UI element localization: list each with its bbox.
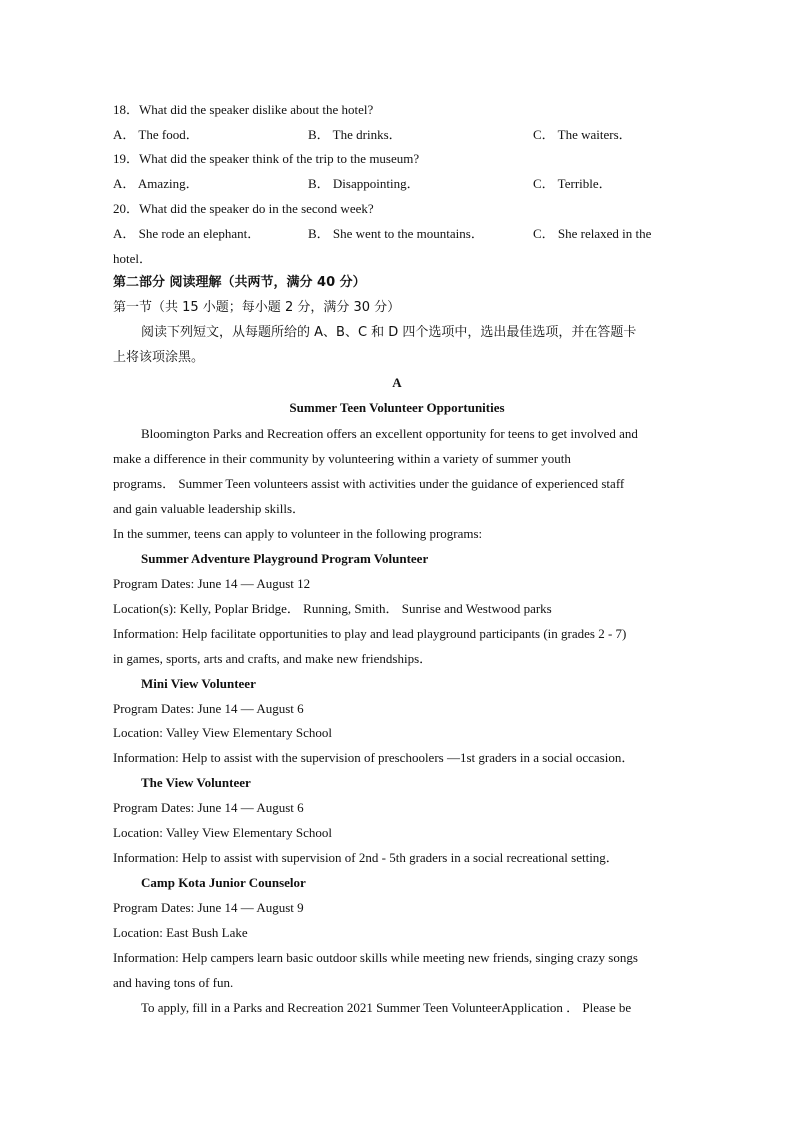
program-name: Camp Kota Junior Counselor bbox=[141, 875, 306, 890]
program-name: Summer Adventure Playground Program Volunteer bbox=[141, 551, 429, 566]
intro-line-2: make a difference in their community by volunteering within a variety of summer youth bbox=[113, 451, 571, 466]
intro-line-3: programs． Summer Teen volunteers assist with activities under the guidance of experienced staff bbox=[113, 476, 625, 491]
program-info: Information: Help facilitate opportunities to play and lead playground participants (in grades 2 - 7) bbox=[113, 626, 627, 641]
passage-letter: A bbox=[392, 375, 402, 390]
q20-option-b: B． She went to the mountains． bbox=[308, 226, 484, 241]
program-location: Location: Valley View Elementary School bbox=[113, 825, 332, 840]
program-info: Information: Help to assist with the supervision of preschoolers —1st graders in a social occasion． bbox=[113, 750, 635, 765]
program-location: Location: East Bush Lake bbox=[113, 925, 248, 940]
program-location: Location(s): Kelly, Poplar Bridge． Running, Smith． Sunrise and Westwood parks bbox=[113, 601, 552, 616]
q18-option-a: A． The food． bbox=[113, 127, 199, 142]
lead-text: In the summer, teens can apply to volunteer in the following programs: bbox=[113, 526, 483, 541]
question-20: 20．What did the speaker do in the second week? bbox=[113, 201, 374, 216]
q19-option-a: A． Amazing． bbox=[113, 176, 199, 191]
q20-option-c: C． She relaxed in the bbox=[533, 226, 652, 241]
q19-option-c: C． Terrible． bbox=[533, 176, 612, 191]
instruction-line-2: 上将该项涂黑。 bbox=[113, 350, 205, 365]
program-info-continued: and having tons of fun. bbox=[113, 975, 234, 990]
program-name: Mini View Volunteer bbox=[141, 676, 256, 691]
program-info: Information: Help to assist with supervision of 2nd - 5th graders in a social recreational setting． bbox=[113, 850, 619, 865]
passage-title: Summer Teen Volunteer Opportunities bbox=[289, 400, 505, 415]
program-location: Location: Valley View Elementary School bbox=[113, 725, 332, 740]
program-info: Information: Help campers learn basic outdoor skills while meeting new friends, singing crazy songs bbox=[113, 950, 638, 965]
question-19: 19．What did the speaker think of the trip to the museum? bbox=[113, 151, 420, 166]
program-info-continued: in games, sports, arts and crafts, and make new friendships． bbox=[113, 651, 433, 666]
section1-heading: 第一节（共 15 小题；每小题 2 分，满分 30 分） bbox=[113, 300, 401, 315]
intro-line-4: and gain valuable leadership skills． bbox=[113, 501, 306, 516]
program-dates: Program Dates: June 14 — August 6 bbox=[113, 800, 304, 815]
q20-option-a: A． She rode an elephant． bbox=[113, 226, 261, 241]
intro-line-1: Bloomington Parks and Recreation offers an excellent opportunity for teens to get involved and bbox=[141, 426, 638, 441]
instruction-line-1: 阅读下列短文，从每题所给的 A、B、C 和 D 四个选项中，选出最佳选项，并在答题卡 bbox=[141, 325, 637, 340]
program-dates: Program Dates: June 14 — August 6 bbox=[113, 701, 304, 716]
closing-text: To apply, fill in a Parks and Recreation 2021 Summer Teen VolunteerApplication ． Please be bbox=[141, 1000, 632, 1015]
q19-option-b: B． Disappointing． bbox=[308, 176, 420, 191]
program-dates: Program Dates: June 14 — August 9 bbox=[113, 900, 304, 915]
part2-heading: 第二部分 阅读理解（共两节，满分 40 分） bbox=[113, 275, 366, 290]
question-18: 18．What did the speaker dislike about the hotel? bbox=[113, 102, 374, 117]
program-dates: Program Dates: June 14 — August 12 bbox=[113, 576, 311, 591]
q18-option-b: B． The drinks． bbox=[308, 127, 402, 142]
q18-option-c: C． The waiters． bbox=[533, 127, 632, 142]
q20-option-c-continued: hotel． bbox=[113, 251, 152, 266]
program-name: The View Volunteer bbox=[141, 775, 251, 790]
